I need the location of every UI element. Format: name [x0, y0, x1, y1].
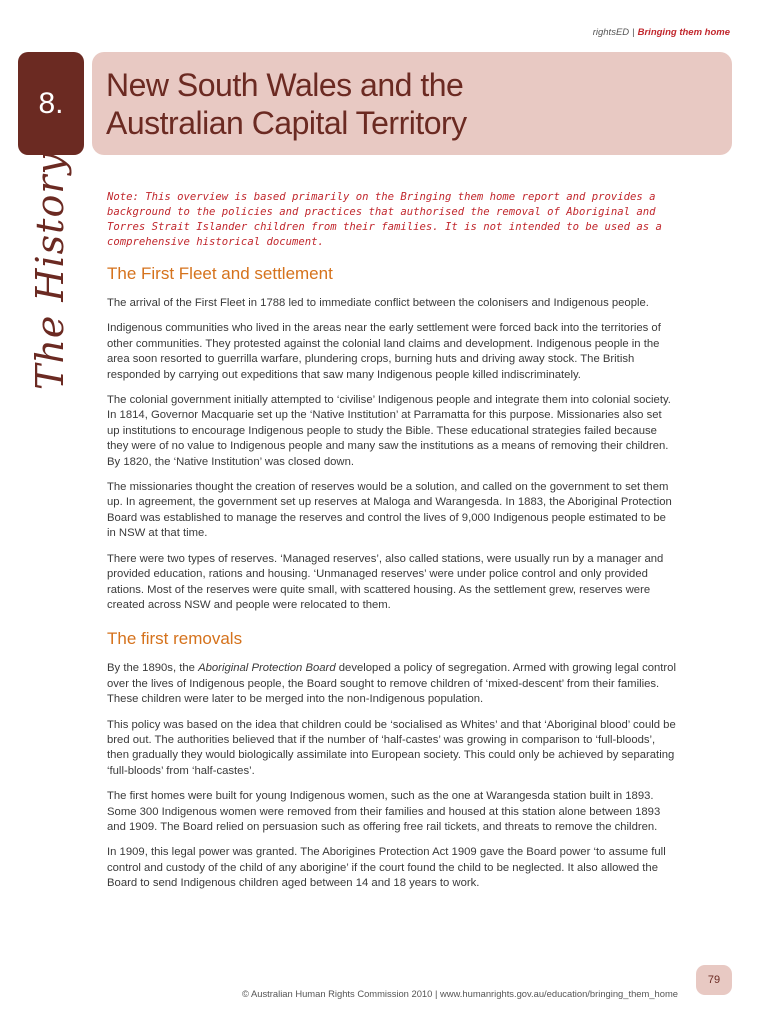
paragraph: Indigenous communities who lived in the areas near the early settlement were forced back into the territories of other communities. They protested against the colonial land claims and development. Indigenous people in the area soon resorted to guerrilla warfare, plundering crops, burning huts and driving away stock. The British responded by carrying out expeditions that saw many Indigenous people killed indiscriminately.: [107, 322, 661, 381]
note-paragraph: Note: This overview is based primarily on the Bringing them home report and provides a background to the policies and practices that authorised the removal of Aboriginal and Torres Strait Islander children from their families. It is not intended to be used as a comprehensive historical document.: [107, 191, 662, 248]
page-number: 79: [707, 974, 721, 986]
paragraph: The colonial government initially attempted to ‘civilise’ Indigenous people and integrate them into colonial society. In 1814, Governor Macquarie set up the ‘Native Institution’ at Parramatta for this purpose. Missionaries also set up institutions to encourage Indigenous people to study the Bible. These educational strategies failed because they were of no value to Indigenous people and many saw the institutions as a means of removing their children. By 1820, the ‘Native Institution’ was closed down.: [107, 394, 671, 468]
brand-bringing-them-home: Bringing them home: [637, 27, 730, 38]
paragraph: The arrival of the First Fleet in 1788 led to immediate conflict between the colonisers and Indigenous people.: [107, 297, 649, 309]
chapter-number: 8.: [38, 86, 64, 120]
header-brand: [593, 27, 730, 38]
paragraph: This policy was based on the idea that children could be ‘socialised as Whites’ and that ‘Aboriginal blood’ could be bred out. The authorities believed that if the number of ‘half-castes’ was growing in comparison to ‘full-bloods’, then gradually they would biologically assimilate into European society. This could only be achieved by separating ‘full-bloods’ from ‘half-castes’.: [107, 718, 676, 777]
title-line-2: Australian Capital Territory: [106, 105, 467, 141]
paragraph-text: developed a policy of segregation. Armed with growing legal control over the lives of Indigenous people, the Board sought to remove children of ‘mixed-descent’ from their families. These children were later to be merged into the non-Indigenous population.: [107, 662, 676, 706]
brand-separator: |: [632, 27, 635, 38]
paragraph: [107, 661, 677, 707]
paragraph: The missionaries thought the creation of reserves would be a solution, and called on the government to set them up. In agreement, the government set up reserves at Maloga and Warangesda. In 1883, the Aboriginal Protection Board was established to manage the reserves and control the lives of 9,000 Indigenous people estimated to be in NSW at that time.: [107, 481, 672, 540]
page-number-badge: [696, 965, 732, 995]
section-heading-first-removals: The first removals: [107, 629, 243, 649]
side-label-the-history: The History: [28, 152, 72, 390]
section-first-fleet: [107, 264, 677, 613]
paragraph: There were two types of reserves. ‘Managed reserves’, also called stations, were usually run by a manager and provided education, rations and housing. ‘Unmanaged reserves’ were under police control and only provided rations. Most of the reserves were quite small, with scattered housing. As the settlement grew, reserves were created across NSW and people were relocated to them.: [107, 552, 664, 611]
page-title: [106, 66, 716, 142]
paragraph-text: By the 1890s, the: [107, 662, 199, 675]
paragraph: The first homes were built for young Indigenous women, such as the one at Warangesda station built in 1893. Some 300 Indigenous women were removed from their families and housed at this station alone between 1893 and 1909. The Board relied on persuasion such as offering free rail tickets, and threats to remove the children.: [107, 790, 661, 833]
title-box: [92, 52, 732, 155]
footer-copyright: © Australian Human Rights Commission 2010 | www.humanrights.gov.au/education/bringing_them_home: [242, 988, 678, 999]
main-content: [107, 190, 677, 902]
chapter-number-tab: [18, 52, 84, 155]
title-line-1: New South Wales and the: [106, 67, 464, 103]
emphasis-board-name: Aboriginal Protection Board: [198, 662, 336, 675]
section-heading-first-fleet: The First Fleet and settlement: [107, 264, 333, 283]
paragraph: In 1909, this legal power was granted. The Aborigines Protection Act 1909 gave the Board power ‘to assume full control and custody of the child of any aborigine’ if the court found the child to be neglected. It also allowed the Board to send Indigenous children aged between 14 and 18 years to work.: [107, 846, 666, 890]
brand-rightsed: rightsED: [592, 27, 630, 38]
section-first-removals: [107, 629, 677, 891]
